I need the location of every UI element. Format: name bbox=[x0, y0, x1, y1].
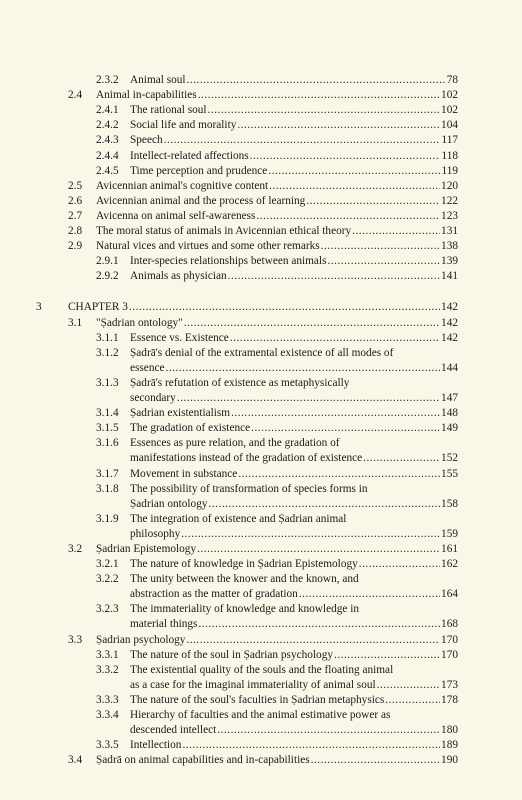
toc-entry-page-number: 170 bbox=[441, 648, 458, 661]
dot-leader bbox=[321, 239, 440, 254]
dot-leader bbox=[311, 753, 440, 768]
toc-entry-number: 3.2.1 bbox=[96, 558, 119, 571]
dot-leader bbox=[256, 209, 440, 224]
toc-entry-page-number: 159 bbox=[441, 527, 458, 540]
toc-entry-page-number: 178 bbox=[441, 694, 458, 706]
toc-entry-page-number: 189 bbox=[441, 739, 458, 752]
dot-leader bbox=[250, 149, 441, 164]
toc-entry-title: The unity between the knower and the known, and bbox=[130, 573, 359, 586]
dot-leader bbox=[299, 587, 440, 602]
toc-entry-number: 2.8 bbox=[68, 225, 83, 237]
dot-leader bbox=[198, 88, 440, 103]
dot-leader bbox=[164, 133, 441, 148]
toc-entry-title: Avicennian animal and the process of learning bbox=[96, 194, 306, 207]
toc-entry-page-number: 161 bbox=[441, 543, 458, 555]
toc-entry-number: 3 bbox=[36, 301, 42, 314]
toc-entry-title: manifestations instead of the gradation of existence bbox=[130, 452, 363, 465]
toc-entry-page-number: 148 bbox=[441, 407, 458, 420]
toc-entry-number: 2.4.5 bbox=[96, 164, 119, 177]
toc-entry-page-number: 144 bbox=[441, 361, 458, 374]
toc-entry-page-number: 119 bbox=[441, 164, 458, 177]
toc-entry-number: 2.4.3 bbox=[96, 134, 119, 147]
toc-entry-number: 3.2.2 bbox=[96, 573, 119, 586]
toc-entry-title: The possibility of transformation of species forms in bbox=[130, 482, 368, 495]
dot-leader bbox=[306, 194, 440, 209]
toc-entry-page-number: 123 bbox=[441, 209, 458, 222]
dot-leader bbox=[166, 361, 441, 376]
toc-entry-page-number: 138 bbox=[441, 240, 458, 253]
toc-entry-title: The integration of existence and Ṣadrian animal bbox=[130, 512, 347, 525]
toc-entry-title: Animals as physician bbox=[130, 270, 227, 283]
dot-leader bbox=[251, 421, 440, 436]
toc-entry-title: Ṣadrian psychology bbox=[96, 633, 186, 646]
dot-leader bbox=[230, 331, 440, 346]
toc-entry-page-number: 152 bbox=[441, 452, 458, 465]
toc-entry-title: Avicenna on animal self-awareness bbox=[96, 209, 256, 222]
toc-entry-title: Ṣadrā on animal capabilities and in-capabilities bbox=[96, 754, 310, 767]
toc-entry-number: 2.4.1 bbox=[96, 104, 119, 117]
toc-entry-page-number: 118 bbox=[441, 149, 458, 162]
toc-entry-page-number: 162 bbox=[441, 558, 458, 571]
toc-entry-title: The existential quality of the souls and the floating animal bbox=[130, 663, 394, 676]
toc-entry-page-number: 78 bbox=[446, 74, 458, 86]
toc-entry-page-number: 170 bbox=[441, 633, 458, 646]
dot-leader bbox=[217, 723, 440, 738]
toc-entry-page-number: 102 bbox=[441, 89, 458, 102]
toc-entry-page-number: 117 bbox=[441, 134, 458, 147]
toc-entry-title: Movement in substance bbox=[130, 467, 238, 480]
toc-entry-title: Speech bbox=[130, 134, 163, 147]
toc-entry-title: Time perception and prudence bbox=[130, 164, 268, 177]
toc-entry-number: 3.3.3 bbox=[96, 694, 119, 706]
dot-leader bbox=[181, 527, 440, 542]
dot-leader bbox=[228, 269, 440, 284]
toc-entry-page-number: 190 bbox=[441, 754, 458, 767]
toc-entry-page-number: 122 bbox=[441, 194, 458, 207]
dot-leader bbox=[182, 738, 440, 753]
toc-entry-title: Social life and morality bbox=[130, 119, 237, 132]
dot-leader bbox=[334, 648, 440, 663]
toc-entry-title: philosophy bbox=[130, 527, 181, 540]
toc-entry-title: Intellect-related affections bbox=[130, 149, 249, 162]
toc-entry-number: 3.3.2 bbox=[96, 663, 119, 676]
toc-entry-number: 3.3.1 bbox=[96, 648, 119, 661]
toc-entry-number: 3.1.8 bbox=[96, 482, 119, 495]
dot-leader bbox=[268, 164, 440, 179]
toc-entry-number: 3.1.5 bbox=[96, 422, 119, 435]
toc-entry-page-number: 142 bbox=[441, 331, 458, 344]
toc-entry-number: 3.1.4 bbox=[96, 407, 119, 420]
dot-leader bbox=[269, 179, 440, 194]
toc-entry-title: Animal soul bbox=[130, 74, 186, 86]
toc-entry-title: Ṣadrian ontology bbox=[130, 497, 208, 510]
toc-entry-page-number: 173 bbox=[441, 678, 458, 691]
toc-entry-number: 3.3 bbox=[68, 633, 83, 646]
toc-entry-title: Ṣadrā's denial of the extramental existence of all modes of bbox=[130, 346, 394, 359]
toc-entry-title: The nature of the soul's faculties in Ṣadrian metaphysics bbox=[130, 694, 385, 706]
toc-entry-title: The nature of the soul in Ṣadrian psychology bbox=[130, 648, 333, 661]
toc-entry-number: 2.9.1 bbox=[96, 255, 119, 268]
toc-entry-page-number: 104 bbox=[441, 119, 458, 132]
dot-leader bbox=[359, 557, 440, 572]
toc-entry-title: essence bbox=[130, 361, 165, 374]
dot-leader bbox=[197, 542, 440, 557]
toc-entry-title: Ṣadrā's refutation of existence as metaphysically bbox=[130, 376, 350, 389]
dot-leader bbox=[327, 254, 440, 269]
toc-entry-title: Avicennian animal's cognitive content bbox=[96, 179, 269, 192]
toc-entry-number: 3.1 bbox=[68, 316, 83, 329]
dot-leader bbox=[238, 467, 440, 482]
dot-leader bbox=[377, 678, 440, 693]
toc-entry-page-number: 142 bbox=[441, 316, 458, 329]
toc-entry-page-number: 139 bbox=[441, 255, 458, 268]
toc-entry-page-number: 158 bbox=[441, 497, 458, 510]
toc-entry-number: 3.2.3 bbox=[96, 603, 119, 616]
toc-entry-number: 2.4.4 bbox=[96, 149, 119, 162]
toc-entry-title: Ṣadrian existentialism bbox=[130, 407, 231, 420]
toc-entry-title: Animal in-capabilities bbox=[96, 89, 197, 102]
toc-entry-title: The moral status of animals in Avicennian ethical theory bbox=[96, 225, 352, 237]
toc-entry-number: 3.4 bbox=[68, 754, 83, 767]
dot-leader bbox=[177, 391, 440, 406]
dot-leader bbox=[231, 406, 440, 421]
toc-entry-title: as a case for the imaginal immateriality of animal soul bbox=[130, 678, 376, 691]
toc-entry-title: Ṣadrian Epistemology bbox=[96, 543, 197, 555]
dot-leader bbox=[187, 73, 446, 88]
toc-entry-number: 3.1.6 bbox=[96, 437, 119, 450]
toc-entry-number: 2.9 bbox=[68, 240, 83, 253]
toc-entry-number: 3.1.7 bbox=[96, 467, 119, 480]
toc-entry-number: 2.9.2 bbox=[96, 270, 119, 283]
dot-leader bbox=[186, 633, 440, 648]
toc-entry-title: Essence vs. Existence bbox=[130, 331, 229, 344]
dot-leader bbox=[209, 497, 441, 512]
dot-leader bbox=[363, 451, 440, 466]
toc-entry-title: The nature of knowledge in Ṣadrian Epistemology bbox=[130, 558, 358, 571]
toc-entry-title: descended intellect bbox=[130, 724, 217, 737]
toc-entry-title: The immateriality of knowledge and knowledge in bbox=[130, 603, 360, 616]
toc-entry-number: 2.5 bbox=[68, 179, 83, 192]
dot-leader bbox=[237, 118, 440, 133]
toc-entry-number: 2.4 bbox=[68, 89, 83, 102]
toc-entry-number: 2.3.2 bbox=[96, 74, 119, 86]
toc-entry-page-number: 155 bbox=[441, 467, 458, 480]
toc-entry-page-number: 168 bbox=[441, 618, 458, 631]
toc-entry-page-number: 141 bbox=[441, 270, 458, 283]
toc-entry-page-number: 147 bbox=[441, 391, 458, 404]
toc-entry-number: 3.1.3 bbox=[96, 376, 119, 389]
toc-entry-number: 2.6 bbox=[68, 194, 83, 207]
toc-entry-page-number: 120 bbox=[441, 179, 458, 192]
toc-entry-page-number: 102 bbox=[441, 104, 458, 117]
toc-entry-number: 3.1.2 bbox=[96, 346, 119, 359]
toc-entry-title: Intellection bbox=[130, 739, 182, 752]
toc-entry-page-number: 180 bbox=[441, 724, 458, 737]
dot-leader bbox=[352, 224, 440, 239]
toc-entry-number: 3.3.4 bbox=[96, 709, 119, 722]
toc-entry-number: 2.7 bbox=[68, 209, 83, 222]
toc-entry-title: Essences as pure relation, and the gradation of bbox=[130, 437, 340, 450]
toc-entry-title: Inter-species relationships between animals bbox=[130, 255, 327, 268]
toc-entry-title: Hierarchy of faculties and the animal estimative power as bbox=[130, 709, 391, 722]
toc-entry-title: CHAPTER 3 bbox=[68, 301, 128, 314]
toc-entry-page-number: 131 bbox=[441, 225, 458, 237]
toc-entry-page-number: 142 bbox=[441, 301, 458, 314]
dot-leader bbox=[184, 316, 440, 331]
dot-leader bbox=[129, 300, 440, 315]
toc-entry-page-number: 149 bbox=[441, 422, 458, 435]
toc-entry-title: abstraction as the matter of gradation bbox=[130, 588, 298, 601]
dot-leader bbox=[385, 693, 440, 708]
dot-leader bbox=[208, 103, 441, 118]
toc-entry-title: material things bbox=[130, 618, 198, 631]
toc-entry-title: The rational soul bbox=[130, 104, 207, 117]
toc-entry-title: secondary bbox=[130, 391, 176, 404]
toc-entry-number: 3.1.1 bbox=[96, 331, 119, 344]
toc-entry-number: 3.2 bbox=[68, 543, 83, 555]
toc-entry-number: 3.1.9 bbox=[96, 512, 119, 525]
toc-entry-page-number: 164 bbox=[441, 588, 458, 601]
toc-entry-number: 3.3.5 bbox=[96, 739, 119, 752]
toc-entry-title: The gradation of existence bbox=[130, 422, 251, 435]
toc-entry-title: Natural vices and virtues and some other remarks bbox=[96, 240, 320, 253]
dot-leader bbox=[198, 617, 440, 632]
toc-entry-title: "Ṣadrian ontology" bbox=[96, 316, 183, 329]
toc-entry-number: 2.4.2 bbox=[96, 119, 119, 132]
